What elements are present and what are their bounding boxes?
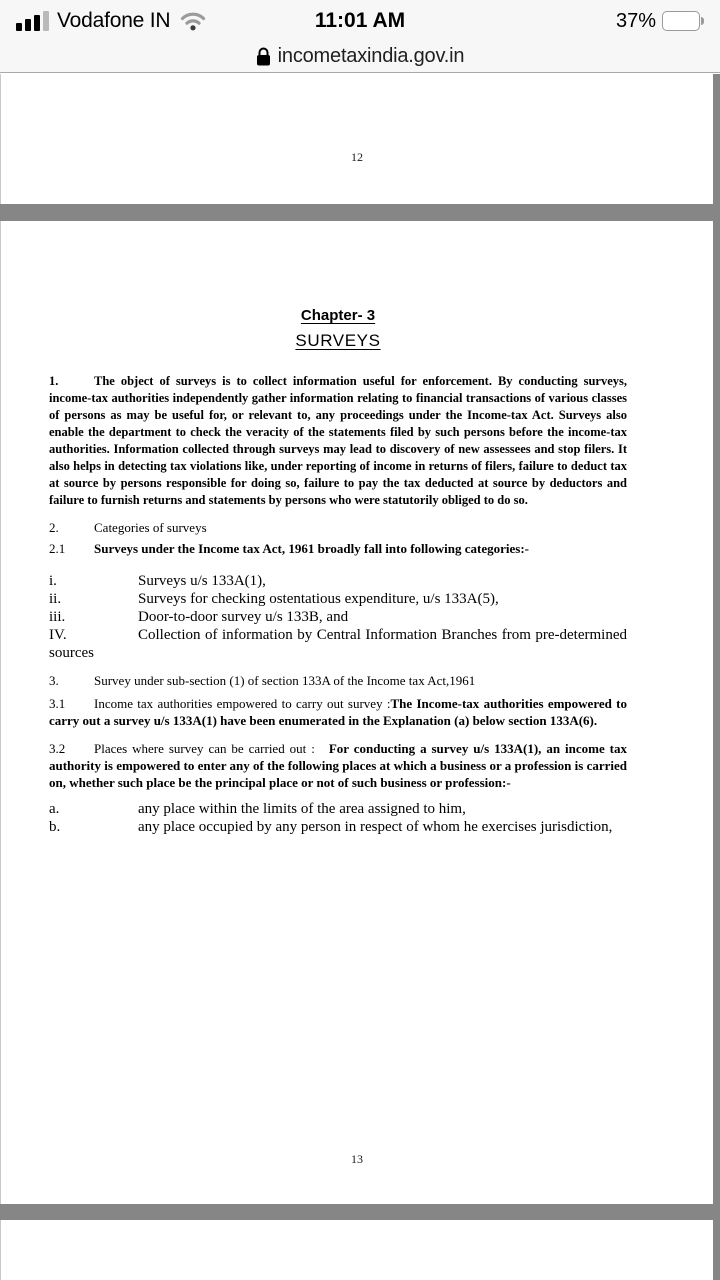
url-domain: incometaxindia.gov.in — [277, 44, 465, 67]
places-list — [49, 800, 627, 836]
paragraph-1-number: 1. — [49, 374, 59, 388]
section-3-heading: 3. Survey under sub-section (1) of section 133A of the Income tax Act,1961 — [49, 673, 476, 688]
battery-percent-label: 37% — [615, 9, 656, 32]
browser-chrome — [0, 0, 720, 73]
carrier-label: Vodafone IN — [57, 9, 171, 32]
address-bar[interactable] — [0, 41, 720, 71]
chapter-subtitle: SURVEYS — [295, 331, 381, 350]
list-item: iii. Door-to-door survey u/s 133B, and — [49, 609, 349, 625]
lock-icon — [256, 47, 271, 66]
clock: 11:01 AM — [314, 9, 406, 32]
document-page-13 — [49, 307, 627, 836]
pdf-viewer-scroll-area[interactable] — [0, 74, 720, 1280]
page-left-edge — [0, 74, 1, 1280]
viewer-right-gutter — [713, 74, 720, 1280]
section-2-heading: 2. Categories of surveys — [49, 520, 207, 535]
list-item: i. Surveys u/s 133A(1), — [49, 573, 266, 589]
paragraph-1: 1. The object of surveys is to collect information useful for enforcement. By conducting surveys, income-tax authorities independently gather information relating to financial transactions of various classes of persons as may be useful for, or relevant to, any proceedings under the Income-tax Act. Surveys also enable the department to check the veracity of the statements filed by such persons before the income-tax authorities. Information collected through surveys may lead to discovery of new assessees and stop filers. It also helps in detecting tax violations like, under reporting of income in returns of filers, failure to deduct tax at source by persons responsible for doing so, failure to pay the tax deducted at source by deductors and failure to furnish returns and statements by persons who were statutorily obliged to do so. — [49, 374, 627, 507]
list-item-continuation: sources — [49, 645, 94, 661]
status-bar — [0, 5, 720, 37]
section-3-2-paragraph: 3.2 Places where survey can be carried out : For conducting a survey u/s 133A(1), an income tax authority is empowered to enter any of the following places at which a business or a profession is carried on, whether such place be the principal place or not of such business or profession:- — [49, 741, 627, 790]
chapter-heading: Chapter- 3 — [300, 307, 376, 324]
page-separator — [0, 1204, 720, 1220]
page-number-12: 12 — [351, 150, 363, 164]
list-item: a. any place within the limits of the area assigned to him, — [49, 801, 466, 817]
list-item: ii. Surveys for checking ostentatious expenditure, u/s 133A(5), — [49, 591, 499, 607]
survey-categories-list — [49, 572, 627, 662]
page-separator — [0, 204, 720, 221]
section-2-1-heading: 2.1 Surveys under the Income tax Act, 1961 broadly fall into following categories:- — [49, 541, 529, 556]
list-item: b. any place occupied by any person in respect of whom he exercises jurisdiction, — [49, 819, 613, 835]
battery-icon — [662, 11, 704, 31]
section-3-1-paragraph: 3.1 Income tax authorities empowered to carry out survey :The Income-tax authorities empowered to carry out a survey u/s 133A(1) have been enumerated in the Explanation (a) below section 133A(6). — [49, 696, 627, 728]
list-item: IV. Collection of information by Central Information Branches from pre-determined — [49, 627, 627, 643]
page-number-13: 13 — [351, 1152, 363, 1166]
